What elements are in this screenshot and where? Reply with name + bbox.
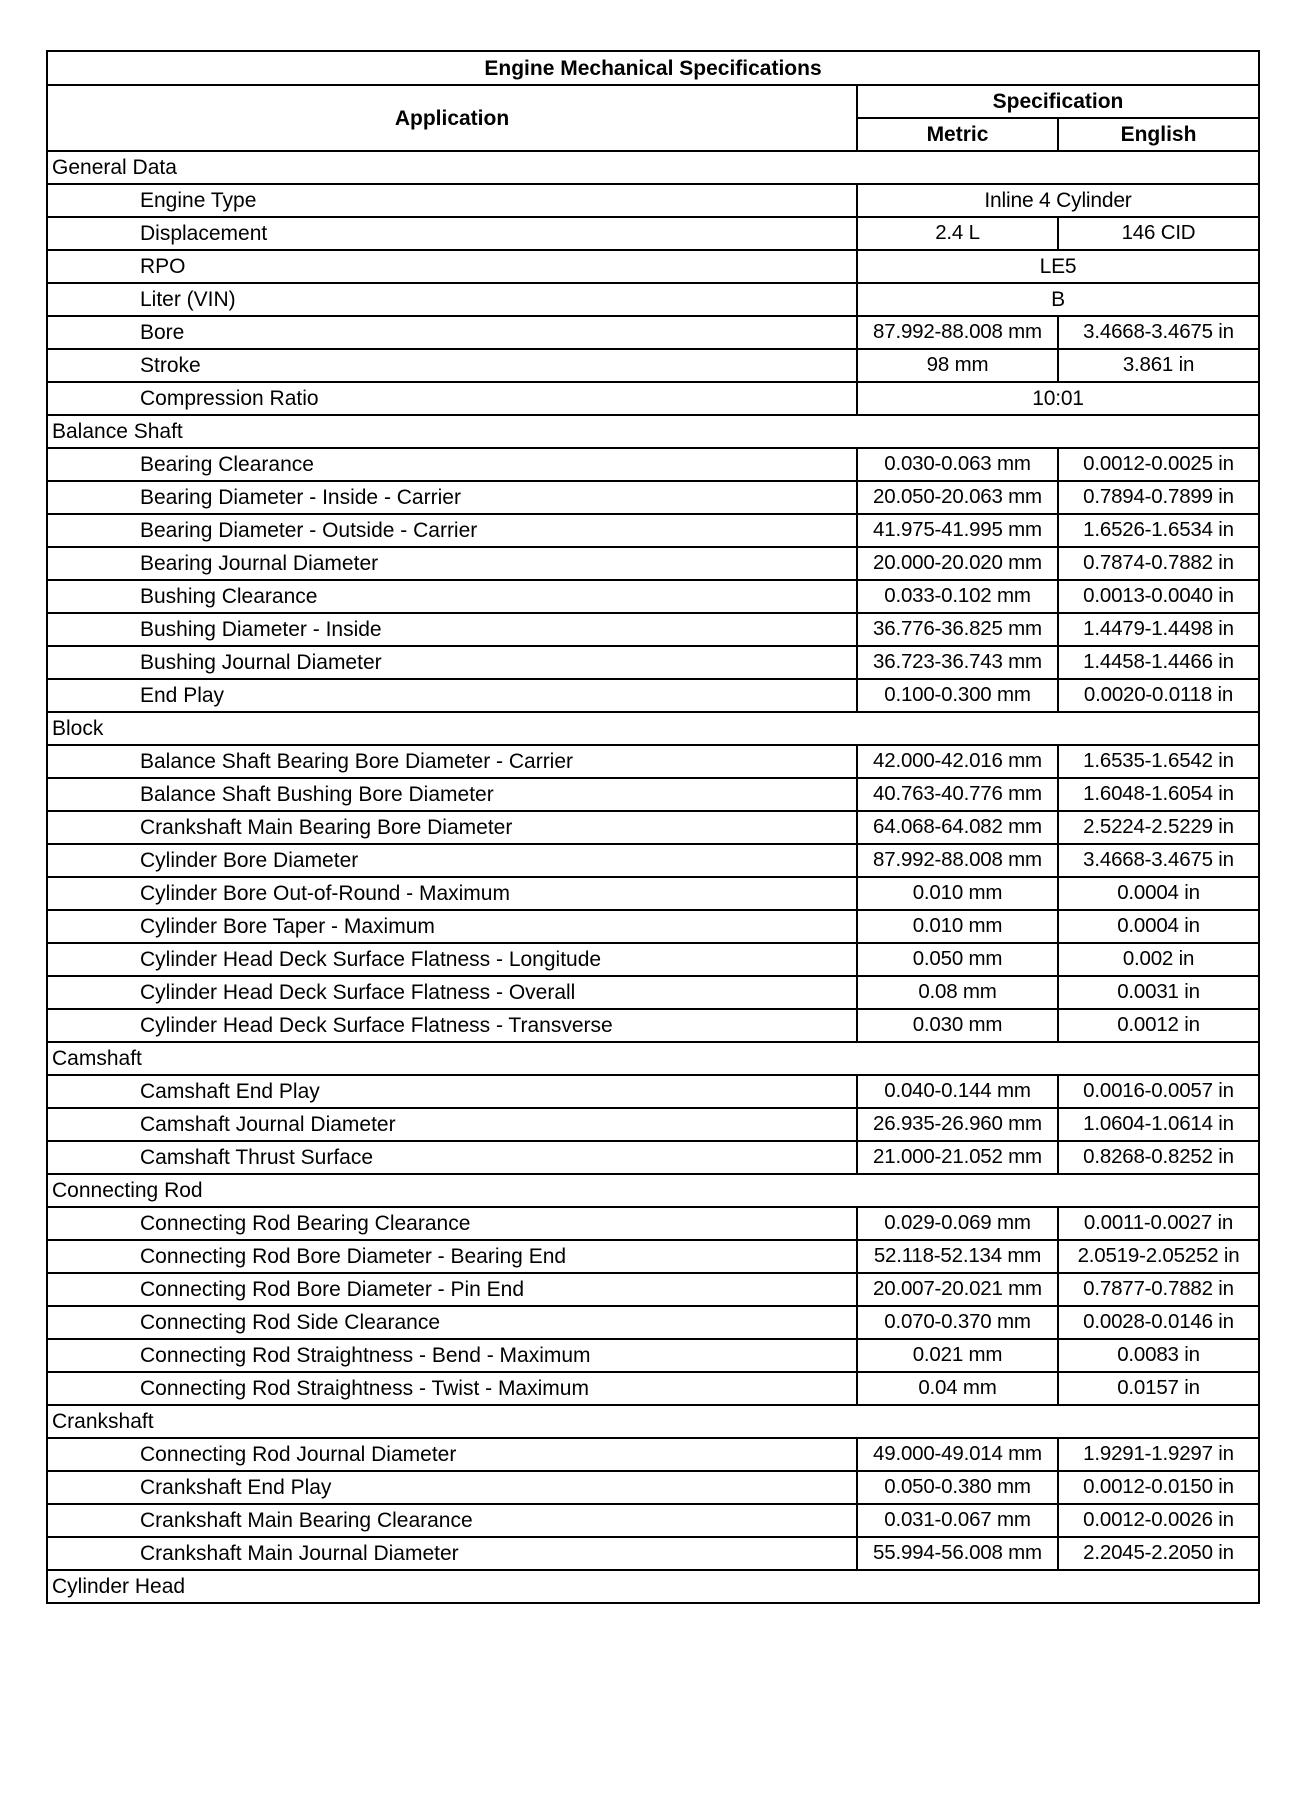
spec-value-metric: 21.000-21.052 mm <box>857 1141 1058 1174</box>
table-row <box>47 778 1259 811</box>
spec-value-english: 2.2045-2.2050 in <box>1058 1537 1259 1570</box>
table-row <box>47 1471 1259 1504</box>
spec-value-combined: LE5 <box>857 250 1259 283</box>
spec-value-metric: 0.040-0.144 mm <box>857 1075 1058 1108</box>
table-row <box>47 1537 1259 1570</box>
section-row <box>47 415 1259 448</box>
table-row <box>47 283 1259 316</box>
table-row <box>47 910 1259 943</box>
table-row <box>47 382 1259 415</box>
spec-label: Balance Shaft Bearing Bore Diameter - Carrier <box>47 745 857 778</box>
table-row <box>47 1438 1259 1471</box>
section-heading: Connecting Rod <box>47 1174 1259 1207</box>
spec-label: End Play <box>47 679 857 712</box>
metric-header: Metric <box>857 118 1058 151</box>
spec-value-english: 1.9291-1.9297 in <box>1058 1438 1259 1471</box>
specification-header: Specification <box>857 85 1259 118</box>
spec-table-body <box>47 151 1259 1603</box>
spec-value-english: 1.6048-1.6054 in <box>1058 778 1259 811</box>
spec-value-english: 3.4668-3.4675 in <box>1058 844 1259 877</box>
spec-value-english: 0.7877-0.7882 in <box>1058 1273 1259 1306</box>
table-row <box>47 976 1259 1009</box>
spec-value-english: 0.0012-0.0150 in <box>1058 1471 1259 1504</box>
table-row <box>47 811 1259 844</box>
spec-value-metric: 0.010 mm <box>857 877 1058 910</box>
spec-value-metric: 36.776-36.825 mm <box>857 613 1058 646</box>
spec-label: RPO <box>47 250 857 283</box>
section-row <box>47 712 1259 745</box>
spec-value-english: 3.861 in <box>1058 349 1259 382</box>
spec-label: Liter (VIN) <box>47 283 857 316</box>
spec-label: Crankshaft End Play <box>47 1471 857 1504</box>
spec-label: Balance Shaft Bushing Bore Diameter <box>47 778 857 811</box>
table-row <box>47 1240 1259 1273</box>
table-row <box>47 1207 1259 1240</box>
spec-label: Bearing Journal Diameter <box>47 547 857 580</box>
table-row <box>47 547 1259 580</box>
spec-label: Stroke <box>47 349 857 382</box>
spec-label: Connecting Rod Straightness - Twist - Maximum <box>47 1372 857 1405</box>
spec-value-english: 0.8268-0.8252 in <box>1058 1141 1259 1174</box>
table-row <box>47 580 1259 613</box>
section-row <box>47 1042 1259 1075</box>
table-row <box>47 250 1259 283</box>
application-header: Application <box>47 85 857 151</box>
spec-value-english: 0.0012 in <box>1058 1009 1259 1042</box>
spec-value-english: 1.4479-1.4498 in <box>1058 613 1259 646</box>
spec-label: Connecting Rod Bore Diameter - Pin End <box>47 1273 857 1306</box>
spec-value-metric: 0.100-0.300 mm <box>857 679 1058 712</box>
spec-label: Connecting Rod Bore Diameter - Bearing End <box>47 1240 857 1273</box>
spec-value-combined: 10:01 <box>857 382 1259 415</box>
spec-value-english: 0.0020-0.0118 in <box>1058 679 1259 712</box>
spec-label: Crankshaft Main Bearing Bore Diameter <box>47 811 857 844</box>
table-row <box>47 1339 1259 1372</box>
spec-label: Cylinder Bore Out-of-Round - Maximum <box>47 877 857 910</box>
table-row <box>47 1009 1259 1042</box>
spec-value-metric: 41.975-41.995 mm <box>857 514 1058 547</box>
spec-value-metric: 36.723-36.743 mm <box>857 646 1058 679</box>
spec-value-english: 1.4458-1.4466 in <box>1058 646 1259 679</box>
spec-value-english: 0.0012-0.0025 in <box>1058 448 1259 481</box>
spec-value-metric: 0.029-0.069 mm <box>857 1207 1058 1240</box>
spec-value-english: 0.0028-0.0146 in <box>1058 1306 1259 1339</box>
spec-value-combined: Inline 4 Cylinder <box>857 184 1259 217</box>
section-row <box>47 1405 1259 1438</box>
spec-value-english: 0.0004 in <box>1058 877 1259 910</box>
section-row <box>47 1174 1259 1207</box>
spec-value-metric: 0.070-0.370 mm <box>857 1306 1058 1339</box>
spec-label: Bore <box>47 316 857 349</box>
section-heading: Crankshaft <box>47 1405 1259 1438</box>
table-row <box>47 943 1259 976</box>
spec-value-english: 0.0004 in <box>1058 910 1259 943</box>
spec-value-metric: 0.050-0.380 mm <box>857 1471 1058 1504</box>
spec-label: Connecting Rod Bearing Clearance <box>47 1207 857 1240</box>
section-heading: Camshaft <box>47 1042 1259 1075</box>
spec-label: Engine Type <box>47 184 857 217</box>
spec-value-english: 146 CID <box>1058 217 1259 250</box>
spec-value-english: 0.0011-0.0027 in <box>1058 1207 1259 1240</box>
spec-value-metric: 49.000-49.014 mm <box>857 1438 1058 1471</box>
table-row <box>47 448 1259 481</box>
spec-label: Connecting Rod Journal Diameter <box>47 1438 857 1471</box>
spec-value-english: 0.7874-0.7882 in <box>1058 547 1259 580</box>
table-row <box>47 349 1259 382</box>
spec-value-english: 0.7894-0.7899 in <box>1058 481 1259 514</box>
spec-label: Displacement <box>47 217 857 250</box>
spec-label: Bearing Clearance <box>47 448 857 481</box>
spec-label: Cylinder Bore Taper - Maximum <box>47 910 857 943</box>
table-title: Engine Mechanical Specifications <box>47 51 1259 85</box>
section-heading: Balance Shaft <box>47 415 1259 448</box>
spec-value-metric: 0.08 mm <box>857 976 1058 1009</box>
spec-value-metric: 87.992-88.008 mm <box>857 316 1058 349</box>
table-row <box>47 1273 1259 1306</box>
spec-value-english: 0.0083 in <box>1058 1339 1259 1372</box>
spec-value-metric: 0.021 mm <box>857 1339 1058 1372</box>
table-row <box>47 646 1259 679</box>
english-header: English <box>1058 118 1259 151</box>
table-row <box>47 613 1259 646</box>
table-row <box>47 745 1259 778</box>
spec-value-english: 1.6535-1.6542 in <box>1058 745 1259 778</box>
spec-value-english: 0.002 in <box>1058 943 1259 976</box>
spec-value-metric: 0.010 mm <box>857 910 1058 943</box>
spec-value-metric: 0.031-0.067 mm <box>857 1504 1058 1537</box>
spec-label: Bushing Diameter - Inside <box>47 613 857 646</box>
spec-value-metric: 87.992-88.008 mm <box>857 844 1058 877</box>
table-row <box>47 844 1259 877</box>
spec-label: Compression Ratio <box>47 382 857 415</box>
spec-value-english: 1.0604-1.0614 in <box>1058 1108 1259 1141</box>
spec-value-metric: 20.050-20.063 mm <box>857 481 1058 514</box>
table-row <box>47 1372 1259 1405</box>
spec-value-metric: 0.030-0.063 mm <box>857 448 1058 481</box>
spec-label: Camshaft Journal Diameter <box>47 1108 857 1141</box>
table-row <box>47 1306 1259 1339</box>
spec-value-metric: 0.04 mm <box>857 1372 1058 1405</box>
section-heading: General Data <box>47 151 1259 184</box>
spec-value-english: 0.0013-0.0040 in <box>1058 580 1259 613</box>
section-heading: Cylinder Head <box>47 1570 1259 1603</box>
table-row <box>47 1075 1259 1108</box>
spec-label: Connecting Rod Side Clearance <box>47 1306 857 1339</box>
spec-label: Cylinder Head Deck Surface Flatness - Longitude <box>47 943 857 976</box>
table-row <box>47 184 1259 217</box>
spec-value-english: 0.0016-0.0057 in <box>1058 1075 1259 1108</box>
spec-label: Bearing Diameter - Inside - Carrier <box>47 481 857 514</box>
spec-label: Cylinder Head Deck Surface Flatness - Overall <box>47 976 857 1009</box>
table-row <box>47 1504 1259 1537</box>
spec-value-metric: 98 mm <box>857 349 1058 382</box>
spec-label: Camshaft Thrust Surface <box>47 1141 857 1174</box>
table-row <box>47 1108 1259 1141</box>
spec-value-metric: 0.030 mm <box>857 1009 1058 1042</box>
spec-value-metric: 42.000-42.016 mm <box>857 745 1058 778</box>
section-row <box>47 151 1259 184</box>
section-heading: Block <box>47 712 1259 745</box>
spec-label: Crankshaft Main Journal Diameter <box>47 1537 857 1570</box>
spec-value-metric: 0.033-0.102 mm <box>857 580 1058 613</box>
spec-value-english: 0.0012-0.0026 in <box>1058 1504 1259 1537</box>
table-row <box>47 877 1259 910</box>
section-row <box>47 1570 1259 1603</box>
spec-label: Cylinder Bore Diameter <box>47 844 857 877</box>
spec-value-metric: 55.994-56.008 mm <box>857 1537 1058 1570</box>
table-row <box>47 217 1259 250</box>
spec-value-metric: 20.000-20.020 mm <box>857 547 1058 580</box>
spec-value-english: 3.4668-3.4675 in <box>1058 316 1259 349</box>
spec-value-metric: 64.068-64.082 mm <box>857 811 1058 844</box>
spec-value-metric: 20.007-20.021 mm <box>857 1273 1058 1306</box>
spec-value-metric: 2.4 L <box>857 217 1058 250</box>
table-row <box>47 316 1259 349</box>
spec-value-metric: 52.118-52.134 mm <box>857 1240 1058 1273</box>
spec-label: Cylinder Head Deck Surface Flatness - Transverse <box>47 1009 857 1042</box>
spec-label: Bearing Diameter - Outside - Carrier <box>47 514 857 547</box>
spec-label: Connecting Rod Straightness - Bend - Maximum <box>47 1339 857 1372</box>
spec-label: Camshaft End Play <box>47 1075 857 1108</box>
table-row <box>47 514 1259 547</box>
table-row <box>47 481 1259 514</box>
spec-value-metric: 0.050 mm <box>857 943 1058 976</box>
engine-spec-table <box>46 50 1260 1604</box>
spec-label: Bushing Journal Diameter <box>47 646 857 679</box>
spec-value-english: 2.5224-2.5229 in <box>1058 811 1259 844</box>
spec-value-metric: 40.763-40.776 mm <box>857 778 1058 811</box>
spec-label: Bushing Clearance <box>47 580 857 613</box>
spec-value-english: 2.0519-2.05252 in <box>1058 1240 1259 1273</box>
table-row <box>47 1141 1259 1174</box>
spec-value-english: 1.6526-1.6534 in <box>1058 514 1259 547</box>
spec-value-combined: B <box>857 283 1259 316</box>
spec-value-english: 0.0157 in <box>1058 1372 1259 1405</box>
table-row <box>47 679 1259 712</box>
spec-value-metric: 26.935-26.960 mm <box>857 1108 1058 1141</box>
spec-label: Crankshaft Main Bearing Clearance <box>47 1504 857 1537</box>
spec-value-english: 0.0031 in <box>1058 976 1259 1009</box>
